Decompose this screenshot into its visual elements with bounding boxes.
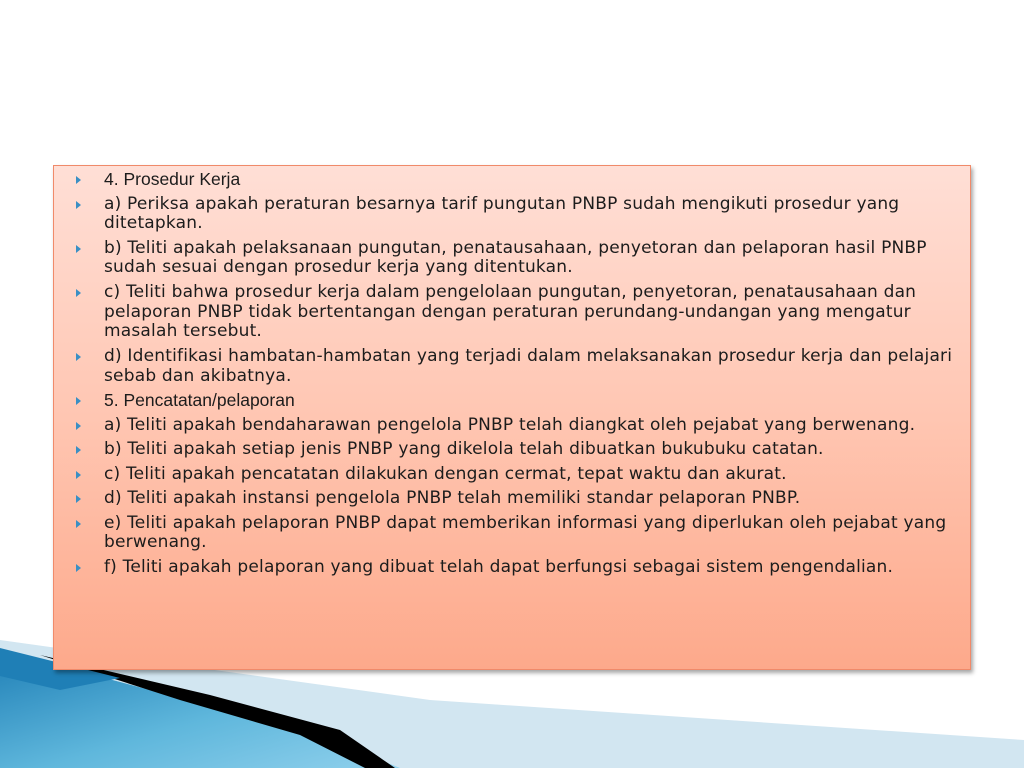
bullet-text: a) Periksa apakah peraturan besarnya tarif pungutan PNBP sudah mengikuti prosedur yang ditetapkan. [104,193,900,234]
bullet-item [76,416,960,436]
bullet-text: b) Teliti apakah setiap jenis PNBP yang dikelola telah dibuatkan bukubuku catatan. [104,439,824,460]
bullet-text: a) Teliti apakah bendaharawan pengelola PNBP telah diangkat oleh pejabat yang berwenang. [104,414,916,435]
triangle-right-icon [76,245,81,253]
bullet-text: c) Teliti bahwa prosedur kerja dalam pengelolaan pungutan, penyetoran, penatausahaan dan pelaporan PNBP tidak bertentangan dengan peraturan perundang-undangan yang mengatur masalah tersebut. [104,281,917,342]
bullet-text: f) Teliti apakah pelaporan yang dibuat telah dapat berfungsi sebagai sistem pengendalian. [104,556,894,577]
bullet-text: c) Teliti apakah pencatatan dilakukan dengan cermat, tepat waktu dan akurat. [104,463,787,484]
triangle-right-icon [76,446,81,454]
bullet-text: d) Teliti apakah instansi pengelola PNBP telah memiliki standar pelaporan PNBP. [104,488,801,509]
bullet-item [76,440,960,460]
triangle-right-icon [76,422,81,430]
triangle-right-icon [76,289,81,297]
bullet-item [76,465,960,485]
bullet-item [76,283,960,342]
triangle-right-icon [76,353,81,361]
triangle-right-icon [76,201,81,209]
bullet-text: e) Teliti apakah pelaporan PNBP dapat memberikan informasi yang diperlukan oleh pejabat yang berwenang. [104,512,947,553]
bullet-item [76,514,960,553]
triangle-right-icon [76,520,81,528]
triangle-right-icon [76,397,81,405]
triangle-right-icon [76,471,81,479]
bullet-item [76,239,960,278]
triangle-right-icon [76,564,81,572]
bullet-text: d) Identifikasi hambatan-hambatan yang terjadi dalam melaksanakan prosedur kerja dan pelajari sebab dan akibatnya. [104,345,953,386]
triangle-right-icon [76,176,81,184]
bullet-item-heading-pencatatan [76,391,960,411]
bullet-text: 4. Prosedur Kerja [104,169,241,189]
bullet-item [76,489,960,509]
bullet-text: b) Teliti apakah pelaksanaan pungutan, penatausahaan, penyetoran dan pelaporan hasil PNBP sudah sesuai dengan prosedur kerja yang ditentukan. [104,237,927,278]
triangle-right-icon [76,495,81,503]
bullet-item [76,195,960,234]
bullet-item-heading-prosedur-kerja [76,170,960,190]
bullet-item [76,347,960,386]
bullet-item [76,558,960,578]
bullet-list [76,170,960,577]
bullet-text: 5. Pencatatan/pelaporan [104,390,295,411]
content-box [53,165,971,670]
